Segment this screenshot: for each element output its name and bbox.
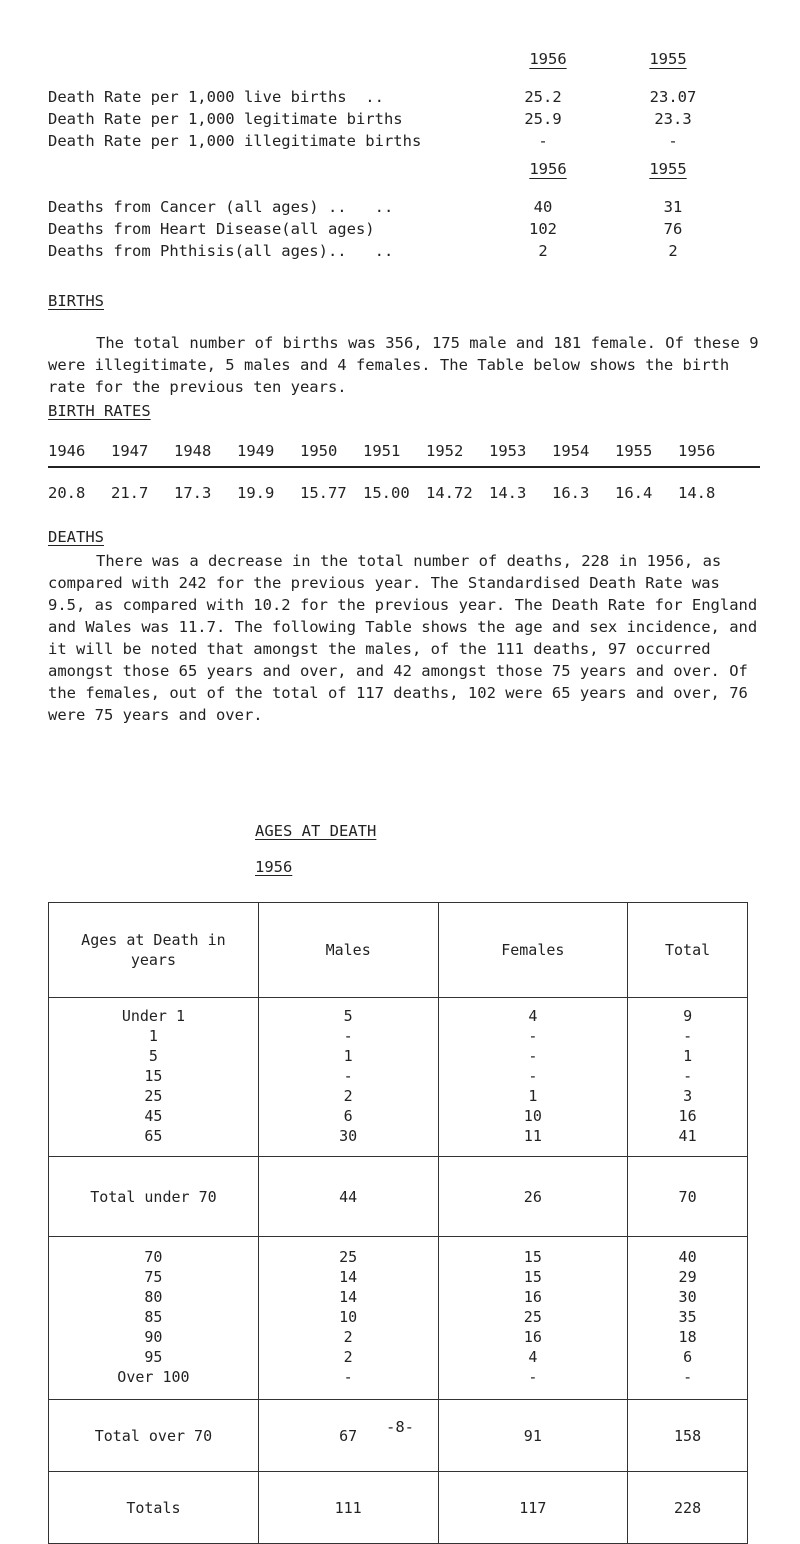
birth-rate-value: 14.3 — [489, 484, 527, 502]
rate-1955: 23.07 — [649, 88, 697, 106]
rates-year-1956: 1956 — [529, 50, 567, 68]
female-count: 25 — [523, 1308, 542, 1326]
births-paragraph: The total number of births was 356, 175 male and 181 female. Of these 9 were illegitimate, 5 males and 4 females. The Table below shows the birth rate for the previous ten years. — [48, 334, 759, 396]
total-count: 30 — [678, 1288, 697, 1306]
age-label: 70 — [144, 1248, 163, 1266]
col-header-ages: Ages at Death in years — [49, 903, 259, 998]
female-count: 1 — [528, 1087, 538, 1105]
male-count: 14 — [339, 1268, 358, 1286]
male-count: 2 — [343, 1348, 353, 1366]
age-label: Over 100 — [117, 1368, 190, 1386]
birth-rates-heading: BIRTH RATES — [48, 402, 151, 420]
age-label: 15 — [144, 1067, 163, 1085]
cause-1956: 102 — [529, 220, 557, 238]
birth-rate-year: 1950 — [300, 442, 338, 460]
group1-total — [628, 998, 748, 1157]
birth-rate-year: 1949 — [237, 442, 275, 460]
male-count: - — [343, 1368, 353, 1386]
birth-rate-year: 1955 — [615, 442, 653, 460]
male-count: - — [343, 1067, 353, 1085]
group2-males — [258, 1237, 438, 1400]
female-count: 15 — [523, 1268, 542, 1286]
rate-1956: 25.9 — [524, 110, 562, 128]
rate-label: Death Rate per 1,000 illegitimate births — [48, 132, 422, 150]
causes-year-1956: 1956 — [529, 160, 567, 178]
cause-1955: 31 — [663, 198, 683, 216]
subtotal-under-label: Total under 70 — [49, 1157, 259, 1237]
totals-females: 117 — [438, 1472, 628, 1544]
rate-label: Death Rate per 1,000 legitimate births — [48, 110, 403, 128]
cause-1955: 2 — [668, 242, 678, 260]
col-header-total: Total — [628, 903, 748, 998]
group1-males — [258, 998, 438, 1157]
birth-rate-value: 17.3 — [174, 484, 212, 502]
age-label: 65 — [144, 1127, 163, 1145]
male-count: 25 — [339, 1248, 358, 1266]
female-count: - — [528, 1047, 538, 1065]
female-count: 15 — [523, 1248, 542, 1266]
birth-rate-year: 1953 — [489, 442, 527, 460]
totals-males: 111 — [258, 1472, 438, 1544]
rate-1956: - — [538, 132, 548, 150]
cause-row — [48, 220, 708, 242]
rate-row — [48, 88, 708, 110]
subtotal-under-total: 70 — [628, 1157, 748, 1237]
subtotal-under-females: 26 — [438, 1157, 628, 1237]
birth-rate-year: 1951 — [363, 442, 401, 460]
total-count: - — [683, 1067, 693, 1085]
male-count: 10 — [339, 1308, 358, 1326]
total-count: 3 — [683, 1087, 693, 1105]
totals-total: 228 — [628, 1472, 748, 1544]
male-count: 6 — [343, 1107, 353, 1125]
rate-1956: 25.2 — [524, 88, 562, 106]
totals-label: Totals — [49, 1472, 259, 1544]
subtotal-over-males: 67 — [258, 1400, 438, 1472]
rate-row — [48, 110, 708, 132]
female-count: 11 — [523, 1127, 542, 1145]
birth-rates-years — [48, 442, 768, 460]
col-header-males: Males — [258, 903, 438, 998]
birth-rate-year: 1946 — [48, 442, 86, 460]
subtotal-over-females: 91 — [438, 1400, 628, 1472]
total-count: 6 — [683, 1348, 693, 1366]
birth-rate-value: 15.77 — [300, 484, 347, 502]
total-count: 29 — [678, 1268, 697, 1286]
total-count: 40 — [678, 1248, 697, 1266]
cause-label: Deaths from Cancer (all ages) .. .. — [48, 198, 394, 216]
total-count: 1 — [683, 1047, 693, 1065]
female-count: - — [528, 1027, 538, 1045]
male-count: 14 — [339, 1288, 358, 1306]
birth-rate-value: 19.9 — [237, 484, 275, 502]
total-count: 16 — [678, 1107, 697, 1125]
male-count: 2 — [343, 1087, 353, 1105]
birth-rate-value: 14.8 — [678, 484, 716, 502]
births-heading: BIRTHS — [48, 292, 104, 310]
total-count: - — [683, 1368, 693, 1386]
deaths-heading: DEATHS — [48, 528, 104, 546]
birth-rate-year: 1947 — [111, 442, 149, 460]
rate-1955: - — [668, 132, 678, 150]
total-count: 9 — [683, 1007, 693, 1025]
ages-table-year: 1956 — [255, 858, 293, 876]
age-label: 85 — [144, 1308, 163, 1326]
female-count: 16 — [523, 1288, 542, 1306]
birth-rate-year: 1952 — [426, 442, 464, 460]
female-count: 4 — [528, 1348, 538, 1366]
age-label: 5 — [148, 1047, 158, 1065]
birth-rate-value: 21.7 — [111, 484, 149, 502]
birth-rates-rule — [48, 466, 760, 468]
rate-row — [48, 132, 708, 154]
total-count: 18 — [678, 1328, 697, 1346]
subtotal-over-label: Total over 70 — [49, 1400, 259, 1472]
birth-rate-value: 14.72 — [426, 484, 473, 502]
cause-label: Deaths from Phthisis(all ages).. .. — [48, 242, 394, 260]
group2-ages — [49, 1237, 259, 1400]
birth-rate-year: 1948 — [174, 442, 212, 460]
male-count: 30 — [339, 1127, 358, 1145]
age-label: 90 — [144, 1328, 163, 1346]
birth-rate-value: 16.4 — [615, 484, 653, 502]
cause-row — [48, 242, 708, 264]
female-count: 16 — [523, 1328, 542, 1346]
age-label: Under 1 — [121, 1007, 186, 1025]
cause-row — [48, 198, 708, 220]
total-count: - — [683, 1027, 693, 1045]
female-count: - — [528, 1067, 538, 1085]
birth-rates-values — [48, 484, 768, 502]
birth-rate-value: 20.8 — [48, 484, 86, 502]
page-number: -8- — [386, 1418, 414, 1436]
cause-1956: 40 — [533, 198, 553, 216]
group2-females — [438, 1237, 628, 1400]
male-count: 5 — [343, 1007, 353, 1025]
rates-year-1955: 1955 — [649, 50, 687, 68]
age-label: 25 — [144, 1087, 163, 1105]
age-label: 45 — [144, 1107, 163, 1125]
causes-year-1955: 1955 — [649, 160, 687, 178]
rate-1955: 23.3 — [654, 110, 692, 128]
subtotal-over-total: 158 — [628, 1400, 748, 1472]
male-count: 1 — [343, 1047, 353, 1065]
deaths-paragraph: There was a decrease in the total number of deaths, 228 in 1956, as compared with 242 for the previous year. The Standardised Death Rate was 9.5, as compared with 10.2 for the previous year. The Death Rate for England and Wales was 11.7. The following Table shows the age and sex incidence, and it will be noted that amongst the males, of the 111 deaths, 97 occurred amongst those 65 years and over, and 42 amongst those 75 years and over. Of the females, out of the total of 117 deaths, 102 were 65 years and over, 76 were 75 years and over. — [48, 552, 758, 724]
age-label: 1 — [148, 1027, 158, 1045]
rate-label: Death Rate per 1,000 live births .. — [48, 88, 384, 106]
ages-at-death-table — [48, 902, 748, 1544]
birth-rate-value: 15.00 — [363, 484, 410, 502]
cause-1955: 76 — [663, 220, 683, 238]
male-count: - — [343, 1027, 353, 1045]
age-label: 75 — [144, 1268, 163, 1286]
group1-females — [438, 998, 628, 1157]
female-count: 4 — [528, 1007, 538, 1025]
age-label: 80 — [144, 1288, 163, 1306]
birth-rate-year: 1956 — [678, 442, 716, 460]
col-header-females: Females — [438, 903, 628, 998]
male-count: 2 — [343, 1328, 353, 1346]
female-count: 10 — [523, 1107, 542, 1125]
birth-rate-value: 16.3 — [552, 484, 590, 502]
subtotal-under-males: 44 — [258, 1157, 438, 1237]
ages-table-title: AGES AT DEATH — [255, 822, 377, 840]
group2-total — [628, 1237, 748, 1400]
total-count: 35 — [678, 1308, 697, 1326]
cause-1956: 2 — [538, 242, 548, 260]
group1-ages — [49, 998, 259, 1157]
birth-rate-year: 1954 — [552, 442, 590, 460]
total-count: 41 — [678, 1127, 697, 1145]
female-count: - — [528, 1368, 538, 1386]
cause-label: Deaths from Heart Disease(all ages) — [48, 220, 375, 238]
age-label: 95 — [144, 1348, 163, 1366]
